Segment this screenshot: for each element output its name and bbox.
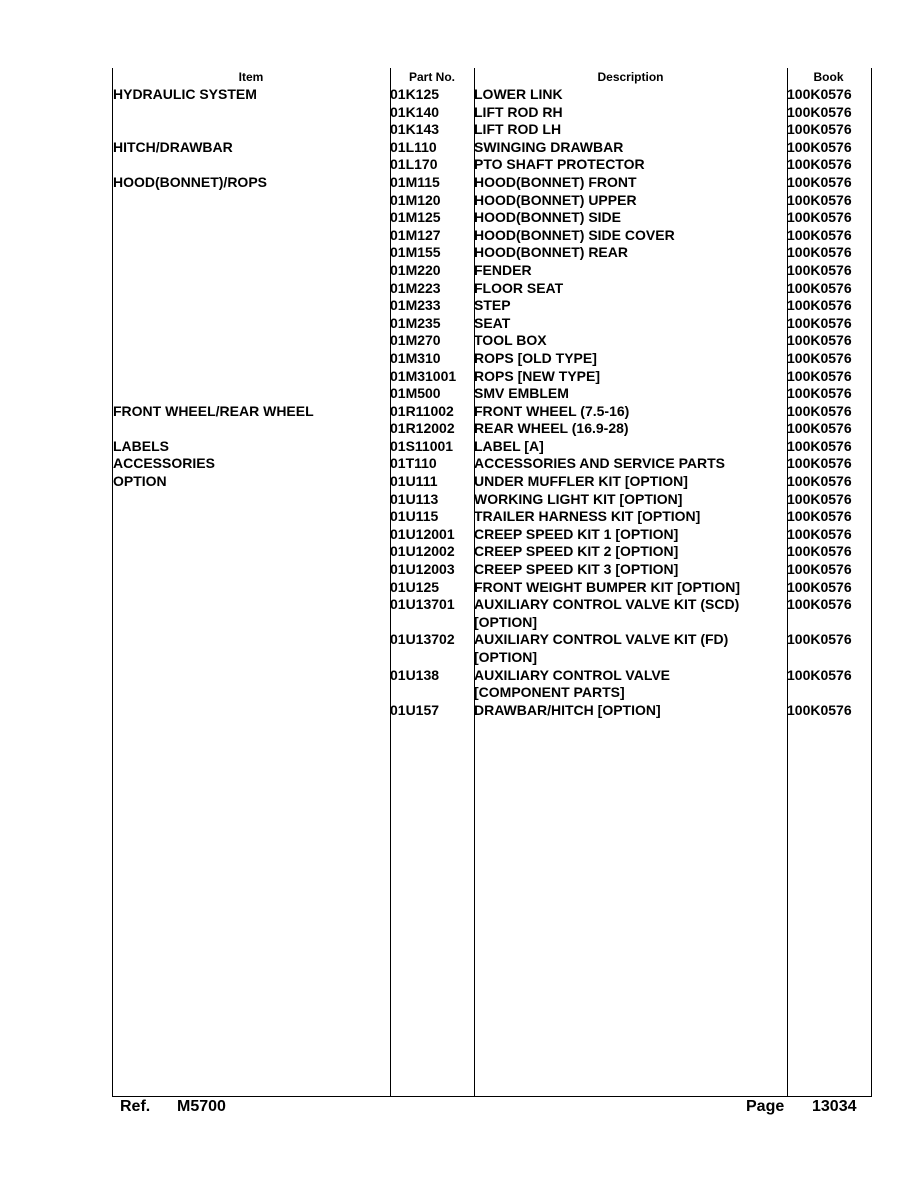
description-cell-text: FENDER	[474, 261, 532, 278]
item-cell	[113, 455, 390, 473]
part-no-cell-text: 01R11002	[390, 402, 454, 419]
header-item: Item	[238, 70, 264, 84]
part-no-cell	[390, 280, 474, 298]
part-no-cell-text: 01U12001	[390, 525, 455, 542]
description-cell-text: HOOD(BONNET) FRONT	[474, 173, 637, 190]
description-cell	[474, 526, 787, 544]
part-no-cell-text: 01U12003	[390, 561, 455, 578]
book-cell	[787, 579, 870, 597]
book-cell-text: 100K0576	[787, 473, 852, 490]
part-no-cell-text: 01R12002	[390, 420, 455, 437]
table-row	[113, 315, 870, 333]
description-cell	[474, 491, 787, 509]
part-no-cell-text: 01L110	[390, 138, 437, 155]
part-no-cell	[390, 579, 474, 597]
book-cell	[787, 596, 870, 631]
item-cell	[113, 403, 390, 421]
book-cell	[787, 438, 870, 456]
table-row	[113, 420, 870, 438]
book-cell-text: 100K0576	[787, 578, 852, 595]
part-no-cell	[390, 508, 474, 526]
table-row	[113, 368, 870, 386]
item-cell	[113, 508, 390, 526]
book-cell	[787, 104, 870, 122]
item-cell	[113, 192, 390, 210]
item-cell-text: FRONT WHEEL/REAR WHEEL	[113, 402, 314, 419]
table-row	[113, 579, 870, 597]
item-cell	[113, 209, 390, 227]
item-cell	[113, 332, 390, 350]
part-no-cell	[390, 455, 474, 473]
item-cell	[113, 473, 390, 491]
item-cell	[113, 104, 390, 122]
book-cell-text: 100K0576	[787, 173, 852, 190]
description-cell-text: ROPS [OLD TYPE]	[474, 349, 597, 366]
book-cell	[787, 244, 870, 262]
description-cell	[474, 121, 787, 139]
description-cell-text: TRAILER HARNESS KIT [OPTION]	[474, 508, 701, 525]
book-cell-text: 100K0576	[787, 543, 852, 560]
item-cell	[113, 368, 390, 386]
item-cell	[113, 561, 390, 579]
table-row	[113, 297, 870, 315]
book-cell	[787, 280, 870, 298]
description-cell-text: CREEP SPEED KIT 1 [OPTION]	[474, 525, 679, 542]
book-cell	[787, 332, 870, 350]
description-cell-text: ROPS [NEW TYPE]	[474, 367, 601, 384]
part-no-cell-text: 01K140	[390, 103, 440, 120]
description-cell-text: SWINGING DRAWBAR	[474, 138, 624, 155]
table-row	[113, 596, 870, 631]
item-cell	[113, 491, 390, 509]
book-cell	[787, 174, 870, 192]
part-no-cell	[390, 385, 474, 403]
part-no-cell	[390, 350, 474, 368]
part-no-cell	[390, 139, 474, 157]
table-row	[113, 350, 870, 368]
book-cell-text: 100K0576	[787, 279, 852, 296]
description-cell-text: FRONT WEIGHT BUMPER KIT [OPTION]	[474, 578, 740, 595]
book-cell	[787, 350, 870, 368]
book-cell-text: 100K0576	[787, 86, 852, 102]
description-cell-text: HOOD(BONNET) UPPER	[474, 191, 637, 208]
description-cell	[474, 315, 787, 333]
description-cell	[474, 192, 787, 210]
part-no-cell-text: 01M310	[390, 349, 441, 366]
description-cell	[474, 631, 787, 666]
book-cell-text: 100K0576	[787, 455, 852, 472]
item-cell	[113, 420, 390, 438]
table-row	[113, 192, 870, 210]
description-continuation: [OPTION]	[474, 649, 537, 665]
part-no-cell	[390, 491, 474, 509]
part-no-cell	[390, 420, 474, 438]
book-cell-text: 100K0576	[787, 314, 852, 331]
book-cell-text: 100K0576	[787, 121, 852, 138]
part-no-cell	[390, 244, 474, 262]
part-no-cell	[390, 631, 474, 666]
book-cell-text: 100K0576	[787, 596, 852, 613]
header-book: Book	[813, 70, 844, 84]
part-no-cell	[390, 156, 474, 174]
description-cell	[474, 579, 787, 597]
description-cell-text: AUXILIARY CONTROL VALVE KIT (SCD)	[474, 596, 740, 613]
description-cell	[474, 403, 787, 421]
book-cell-text: 100K0576	[787, 226, 852, 243]
table-row	[113, 561, 870, 579]
table-row	[113, 508, 870, 526]
book-cell	[787, 702, 870, 720]
part-no-cell-text: 01M115	[390, 173, 440, 190]
item-cell	[113, 596, 390, 631]
part-no-cell-text: 01M155	[390, 244, 441, 261]
book-cell-text: 100K0576	[787, 297, 852, 314]
table-row	[113, 262, 870, 280]
description-cell	[474, 244, 787, 262]
table-row	[113, 174, 870, 192]
table-row	[113, 121, 870, 139]
book-cell-text: 100K0576	[787, 701, 852, 718]
part-no-cell	[390, 561, 474, 579]
description-cell-text: AUXILIARY CONTROL VALVE	[474, 666, 671, 683]
part-no-cell-text: 01U113	[390, 490, 439, 507]
description-cell-text: PTO SHAFT PROTECTOR	[474, 156, 645, 173]
ref-value: M5700	[177, 1098, 226, 1115]
part-no-cell-text: 01K125	[390, 86, 440, 102]
book-cell	[787, 508, 870, 526]
table-row	[113, 631, 870, 666]
part-no-cell-text: 01U12002	[390, 543, 455, 560]
description-cell-text: LOWER LINK	[474, 86, 563, 102]
description-cell	[474, 86, 787, 104]
part-no-cell	[390, 473, 474, 491]
description-cell-text: LIFT ROD LH	[474, 121, 562, 138]
description-cell	[474, 473, 787, 491]
book-cell	[787, 156, 870, 174]
description-cell	[474, 368, 787, 386]
description-cell	[474, 227, 787, 245]
item-cell	[113, 297, 390, 315]
book-cell	[787, 526, 870, 544]
part-no-cell	[390, 403, 474, 421]
description-cell	[474, 667, 787, 702]
part-no-cell-text: 01U13701	[390, 596, 455, 613]
item-cell	[113, 438, 390, 456]
description-cell	[474, 543, 787, 561]
book-cell-text: 100K0576	[787, 525, 852, 542]
book-cell	[787, 121, 870, 139]
book-cell-text: 100K0576	[787, 261, 852, 278]
item-cell	[113, 350, 390, 368]
description-cell-text: DRAWBAR/HITCH [OPTION]	[474, 701, 661, 718]
description-cell	[474, 297, 787, 315]
item-cell	[113, 121, 390, 139]
part-no-cell-text: 01S11001	[390, 437, 454, 454]
book-cell	[787, 491, 870, 509]
part-no-cell-text: 01L170	[390, 156, 438, 173]
item-cell	[113, 227, 390, 245]
description-cell-text: LIFT ROD RH	[474, 103, 563, 120]
item-cell-text: ACCESSORIES	[113, 455, 215, 472]
book-cell	[787, 420, 870, 438]
part-no-cell-text: 01M500	[390, 385, 441, 402]
book-cell-text: 100K0576	[787, 349, 852, 366]
book-cell-text: 100K0576	[787, 561, 852, 578]
part-no-cell-text: 01U157	[390, 701, 440, 718]
description-cell-text: STEP	[474, 297, 511, 314]
header-part-no: Part No.	[408, 70, 455, 84]
item-cell	[113, 156, 390, 174]
description-cell	[474, 385, 787, 403]
part-no-cell	[390, 543, 474, 561]
part-no-cell-text: 01T110	[390, 455, 437, 472]
page-label: Page	[746, 1098, 785, 1115]
description-cell	[474, 508, 787, 526]
part-no-cell-text: 01M270	[390, 332, 441, 349]
part-no-cell	[390, 262, 474, 280]
table-row	[113, 139, 870, 157]
table-row	[113, 280, 870, 298]
book-cell-text: 100K0576	[787, 402, 852, 419]
item-cell	[113, 280, 390, 298]
book-cell-text: 100K0576	[787, 666, 852, 683]
part-no-cell	[390, 667, 474, 702]
item-cell-text: HITCH/DRAWBAR	[113, 138, 233, 155]
part-no-cell	[390, 86, 474, 104]
description-cell-text: AUXILIARY CONTROL VALVE KIT (FD)	[474, 631, 729, 648]
description-cell	[474, 561, 787, 579]
part-no-cell	[390, 192, 474, 210]
item-cell	[113, 139, 390, 157]
description-cell	[474, 455, 787, 473]
book-cell	[787, 209, 870, 227]
book-cell-text: 100K0576	[787, 490, 852, 507]
item-cell-text: HOOD(BONNET)/ROPS	[113, 173, 267, 190]
table-row	[113, 244, 870, 262]
description-cell-text: REAR WHEEL (16.9-28)	[474, 420, 629, 437]
table-row	[113, 403, 870, 421]
book-cell	[787, 227, 870, 245]
table-row	[113, 526, 870, 544]
part-no-cell	[390, 702, 474, 720]
table-row	[113, 667, 870, 702]
table-row	[113, 86, 870, 104]
page-number: 13034	[812, 1098, 857, 1115]
part-no-cell-text: 01K143	[390, 121, 440, 138]
part-no-cell	[390, 315, 474, 333]
description-cell-text: WORKING LIGHT KIT [OPTION]	[474, 490, 683, 507]
part-no-cell	[390, 209, 474, 227]
part-no-cell	[390, 332, 474, 350]
description-cell-text: SEAT	[474, 314, 511, 331]
part-no-cell-text: 01M235	[390, 314, 441, 331]
book-cell	[787, 139, 870, 157]
book-cell	[787, 455, 870, 473]
book-cell-text: 100K0576	[787, 332, 852, 349]
table-row	[113, 455, 870, 473]
item-cell	[113, 86, 390, 104]
part-no-cell-text: 01U111	[390, 473, 438, 490]
part-no-cell-text: 01M120	[390, 191, 441, 208]
table-row	[113, 702, 870, 720]
item-cell-text: LABELS	[113, 437, 169, 454]
table-row	[113, 209, 870, 227]
item-cell	[113, 667, 390, 702]
part-no-cell	[390, 174, 474, 192]
part-no-cell	[390, 526, 474, 544]
description-cell-text: TOOL BOX	[474, 332, 547, 349]
description-cell	[474, 596, 787, 631]
part-no-cell-text: 01M220	[390, 261, 441, 278]
book-cell-text: 100K0576	[787, 508, 852, 525]
item-cell	[113, 174, 390, 192]
book-cell	[787, 473, 870, 491]
table-row	[113, 385, 870, 403]
description-cell	[474, 438, 787, 456]
book-cell	[787, 368, 870, 386]
table-row	[113, 543, 870, 561]
description-cell	[474, 702, 787, 720]
part-no-cell-text: 01U125	[390, 578, 440, 595]
item-cell	[113, 385, 390, 403]
part-no-cell-text: 01U13702	[390, 631, 455, 648]
description-cell	[474, 332, 787, 350]
parts-table-body	[113, 86, 870, 719]
part-no-cell	[390, 104, 474, 122]
book-cell-text: 100K0576	[787, 191, 852, 208]
item-cell	[113, 262, 390, 280]
item-cell-text: OPTION	[113, 473, 167, 490]
description-cell	[474, 280, 787, 298]
part-no-cell-text: 01U138	[390, 666, 440, 683]
book-cell-text: 100K0576	[787, 420, 852, 437]
item-cell	[113, 631, 390, 666]
part-no-cell	[390, 121, 474, 139]
item-cell	[113, 526, 390, 544]
book-cell-text: 100K0576	[787, 631, 852, 648]
part-no-cell-text: 01M31001	[390, 367, 457, 384]
description-cell-text: ACCESSORIES AND SERVICE PARTS	[474, 455, 726, 472]
item-cell	[113, 702, 390, 720]
part-no-cell-text: 01M223	[390, 279, 441, 296]
description-cell-text: HOOD(BONNET) REAR	[474, 244, 628, 261]
part-no-cell	[390, 297, 474, 315]
book-cell	[787, 297, 870, 315]
book-cell	[787, 631, 870, 666]
book-cell-text: 100K0576	[787, 156, 852, 173]
table-row	[113, 473, 870, 491]
item-cell	[113, 315, 390, 333]
book-cell-text: 100K0576	[787, 209, 852, 226]
item-cell	[113, 543, 390, 561]
book-cell-text: 100K0576	[787, 437, 852, 454]
book-cell	[787, 86, 870, 104]
description-cell	[474, 350, 787, 368]
book-cell-text: 100K0576	[787, 138, 852, 155]
header-description: Description	[597, 70, 664, 84]
book-cell-text: 100K0576	[787, 367, 852, 384]
description-cell-text: HOOD(BONNET) SIDE	[474, 209, 621, 226]
description-cell	[474, 420, 787, 438]
item-cell-text: HYDRAULIC SYSTEM	[113, 86, 257, 102]
book-cell	[787, 192, 870, 210]
part-no-cell-text: 01M127	[390, 226, 441, 243]
description-cell-text: HOOD(BONNET) SIDE COVER	[474, 226, 675, 243]
description-continuation: [COMPONENT PARTS]	[474, 684, 625, 701]
ref-label: Ref.	[120, 1098, 151, 1115]
description-cell-text: LABEL [A]	[474, 437, 544, 454]
table-row	[113, 438, 870, 456]
description-cell	[474, 156, 787, 174]
book-cell-text: 100K0576	[787, 385, 852, 402]
book-cell-text: 100K0576	[787, 103, 852, 120]
table-row	[113, 491, 870, 509]
part-no-cell-text: 01M125	[390, 209, 441, 226]
book-cell	[787, 315, 870, 333]
book-cell	[787, 561, 870, 579]
part-no-cell	[390, 438, 474, 456]
book-cell	[787, 667, 870, 702]
item-cell	[113, 244, 390, 262]
description-cell	[474, 104, 787, 122]
part-no-cell	[390, 227, 474, 245]
table-row	[113, 227, 870, 245]
description-cell	[474, 209, 787, 227]
description-cell-text: CREEP SPEED KIT 3 [OPTION]	[474, 561, 679, 578]
book-cell	[787, 403, 870, 421]
description-cell-text: FRONT WHEEL (7.5-16)	[474, 402, 630, 419]
description-cell-text: CREEP SPEED KIT 2 [OPTION]	[474, 543, 679, 560]
part-no-cell-text: 01U115	[390, 508, 439, 525]
part-no-cell-text: 01M233	[390, 297, 441, 314]
description-cell-text: SMV EMBLEM	[474, 385, 569, 402]
table-row	[113, 156, 870, 174]
description-cell	[474, 262, 787, 280]
description-cell-text: UNDER MUFFLER KIT [OPTION]	[474, 473, 688, 490]
book-cell	[787, 385, 870, 403]
parts-table	[113, 86, 870, 719]
description-continuation: [OPTION]	[474, 613, 537, 630]
description-cell-text: FLOOR SEAT	[474, 279, 564, 296]
part-no-cell	[390, 368, 474, 386]
description-cell	[474, 139, 787, 157]
part-no-cell	[390, 596, 474, 631]
table-row	[113, 104, 870, 122]
description-cell	[474, 174, 787, 192]
book-cell	[787, 262, 870, 280]
item-cell	[113, 579, 390, 597]
table-row	[113, 332, 870, 350]
book-cell-text: 100K0576	[787, 244, 852, 261]
book-cell	[787, 543, 870, 561]
